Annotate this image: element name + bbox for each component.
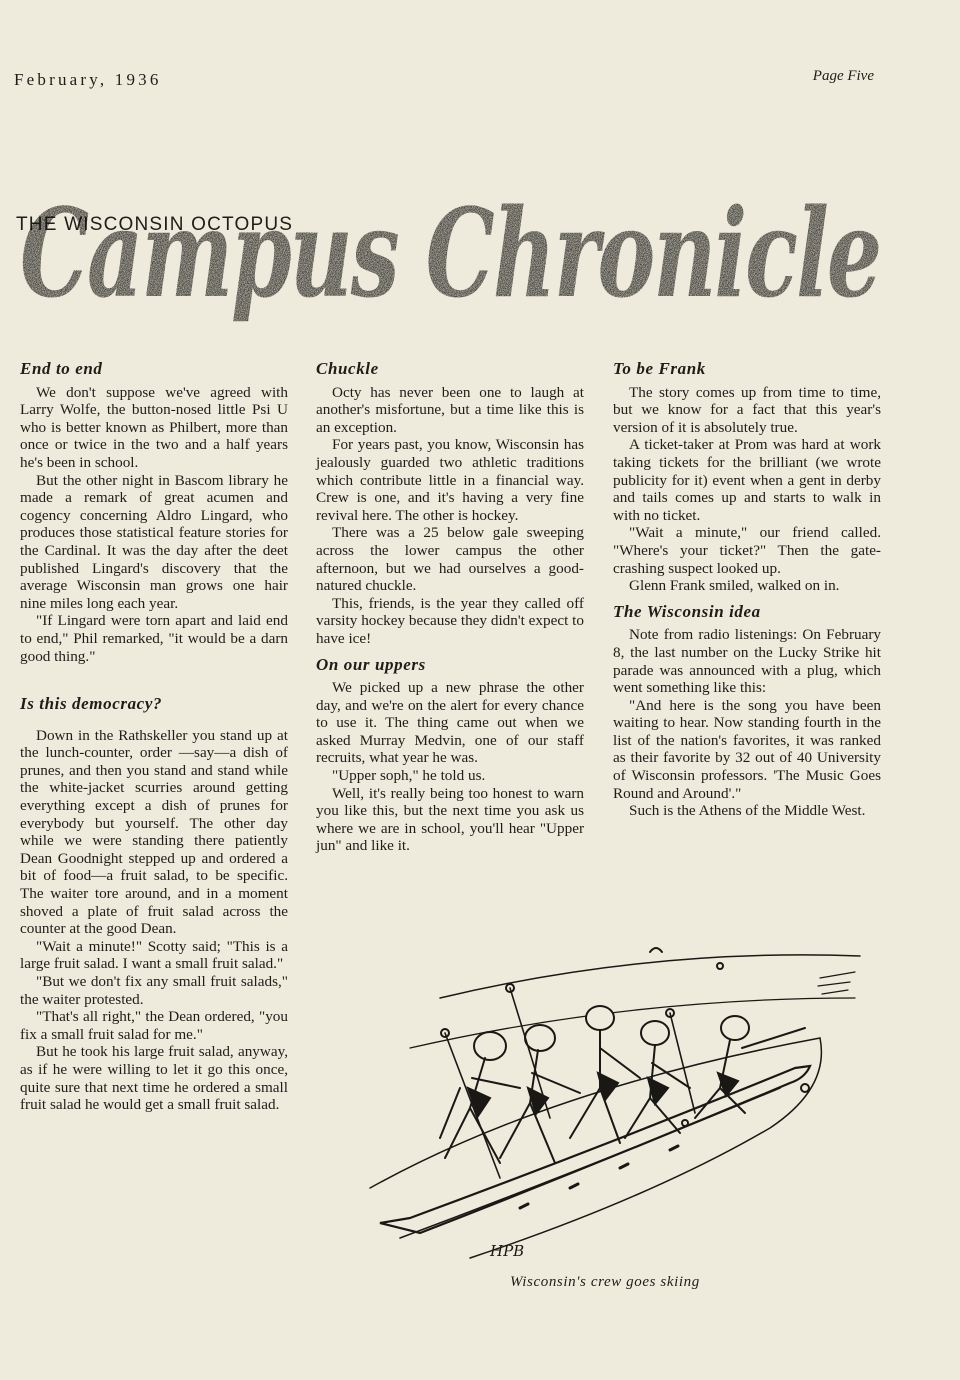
paragraph: We picked up a new phrase the other day, and we're on the alert for every chance to use it. The thing came out when we asked Murray Medvin, one of our staff recruits, what year he was. <box>316 679 584 767</box>
paragraph: "Wait a minute," our friend called. "Where's your ticket?" Then the gate-crashing suspect looked up. <box>613 524 881 577</box>
paragraph: "That's all right," the Dean ordered, "you fix a small fruit salad for me." <box>20 1008 288 1043</box>
column-2 <box>316 360 584 855</box>
heading-to-be-frank: To be Frank <box>613 359 706 378</box>
heading-the-wisconsin-idea: The Wisconsin idea <box>613 601 761 621</box>
paragraph: But the other night in Bascom library he made a remark of great acumen and cogency concerning Aldro Lingard, who produces those statistical feature stories for the Cardinal. It was the day after the deet published Lingard's discovery that the average Wisconsin man grows one hair nine miles long each year. <box>20 471 288 612</box>
illustration-caption: Wisconsin's crew goes skiing <box>510 1274 700 1290</box>
paragraph: "Upper soph," he told us. <box>332 767 486 785</box>
paragraph: Octy has never been one to laugh at another's misfortune, but a time like this is an exception. <box>316 383 584 436</box>
paragraph: Such is the Athens of the Middle West. <box>629 802 866 820</box>
paragraph: Glenn Frank smiled, walked on in. <box>629 577 840 595</box>
heading-on-our-uppers: On our uppers <box>316 654 426 674</box>
column-1 <box>20 360 288 1114</box>
paragraph: For years past, you know, Wisconsin has jealously guarded two athletic traditions which contribute little in a financial way. Crew is one, and it's having a very fine revival here. The other is hockey. <box>316 436 584 524</box>
illustration-signature: HPB <box>490 1242 525 1260</box>
heading-chuckle: Chuckle <box>316 359 379 378</box>
heading-is-this-democracy: Is this democracy? <box>20 694 163 714</box>
paragraph: "Wait a minute!" Scotty said; "This is a large fruit salad. I want a small fruit salad." <box>20 937 288 973</box>
masthead-title: Campus Chronicle <box>20 181 880 325</box>
page-number: Page Five <box>812 68 874 84</box>
skiing-cartoon-illustration <box>350 938 870 1268</box>
paragraph: "But we don't fix any small fruit salads," the waiter protested. <box>20 973 288 1008</box>
paragraph: But he took his large fruit salad, anyway, as if he were willing to let it go this once, quite sure that next time he ordered a small fruit salad he would get a small fruit salad. <box>20 1043 288 1114</box>
paragraph: The story comes up from time to time, but we know for a fact that this year's version of it is absolutely true. <box>613 383 881 436</box>
masthead-publication: THE WISCONSIN OCTOPUS <box>16 214 294 235</box>
paragraph: Down in the Rathskeller you stand up at the lunch-counter, order —say—a dish of prunes, and then you stand and stand while the white-jacket scurries around getting everything except a dish of prunes for everybody but yourself. The other day while we were standing there patiently Dean Goodnight stepped up and ordered a bit of food—a fruit salad, to be specific. The waiter tore around, and in a moment shoved a plate of fruit salad across the counter at the good Dean. <box>20 726 288 938</box>
paragraph: There was a 25 below gale sweeping across the lower campus the other afternoon, but we had ourselves a good-natured chuckle. <box>316 524 584 595</box>
masthead <box>14 168 894 348</box>
column-3 <box>613 360 881 820</box>
paragraph: This, friends, is the year they called off varsity hockey because they didn't expect to have ice! <box>316 594 584 647</box>
paragraph: "And here is the song you have been waiting to hear. Now standing fourth in the list of the nation's favorites, it was ranked as their favorite by 32 out of 40 University of Wisconsin professors. 'The Music Goes Round and Around'." <box>613 696 881 802</box>
paragraph: We don't suppose we've agreed with Larry Wolfe, the button-nosed little Psi U who is better known as Philbert, more than once or twice in the two and a half years he's been in school. <box>20 383 288 471</box>
heading-end-to-end: End to end <box>20 359 103 378</box>
paragraph: A ticket-taker at Prom was hard at work taking tickets for the brilliant (we wrote publicity for it) event when a gent in derby and tails comes up and starts to walk in with no ticket. <box>613 436 881 524</box>
paragraph: Well, it's really being too honest to warn you like this, but the next time you ask us where we are in school, you'll hear "Upper jun" and like it. <box>316 784 584 855</box>
issue-date: February, 1936 <box>14 70 162 89</box>
paragraph: "If Lingard were torn apart and laid end to end," Phil remarked, "it would be a darn good thing." <box>20 612 288 665</box>
paragraph: Note from radio listenings: On February 8, the last number on the Lucky Strike hit parade was announced with a plug, which went something like this: <box>613 626 881 697</box>
